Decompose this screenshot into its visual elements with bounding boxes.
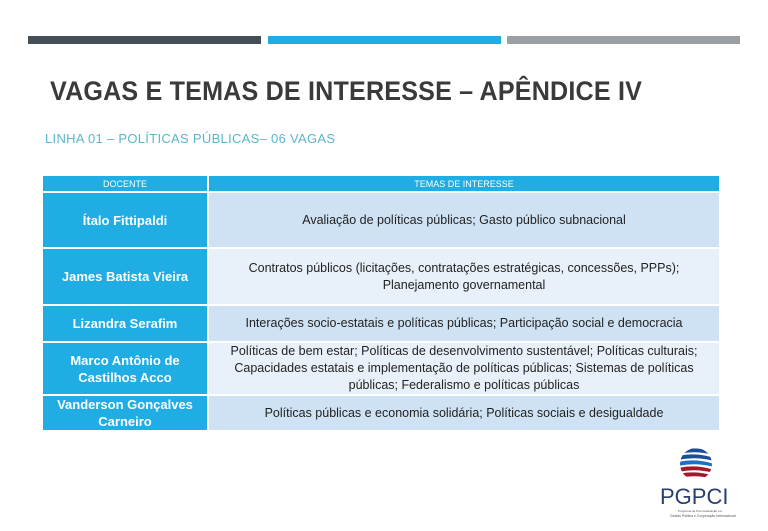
docente-cell: Vanderson Gonçalves Carneiro bbox=[42, 395, 208, 431]
docente-cell: Lizandra Serafim bbox=[42, 305, 208, 342]
temas-cell: Políticas públicas e economia solidária; Políticas sociais e desigualdade bbox=[208, 395, 720, 431]
header-temas: TEMAS DE INTERESSE bbox=[208, 175, 720, 192]
header-docente: DOCENTE bbox=[42, 175, 208, 192]
logo-wordmark: PGPCI bbox=[660, 484, 729, 509]
globe-icon bbox=[656, 442, 756, 522]
pgpci-logo bbox=[656, 442, 756, 522]
docente-cell: James Batista Vieira bbox=[42, 248, 208, 305]
decorative-bar-dark bbox=[28, 36, 261, 44]
vacancies-table bbox=[41, 174, 721, 432]
temas-cell: Políticas de bem estar; Políticas de desenvolvimento sustentável; Políticas culturais; Capacidades estatais e implementação de políticas públicas; Sistemas de políticas públicas; Federalismo e políticas públicas bbox=[208, 342, 720, 395]
table-row bbox=[42, 395, 720, 431]
svg-text:Gestão Pública e Cooperação In: Gestão Pública e Cooperação Internacional bbox=[670, 514, 736, 518]
decorative-bar-gray bbox=[507, 36, 740, 44]
slide-subtitle: LINHA 01 – POLÍTICAS PÚBLICAS– 06 VAGAS bbox=[45, 131, 336, 146]
temas-cell: Interações socio-estatais e políticas públicas; Participação social e democracia bbox=[208, 305, 720, 342]
table-row bbox=[42, 342, 720, 395]
svg-text:Programa de Pós-Graduação em: Programa de Pós-Graduação em bbox=[678, 509, 723, 513]
docente-cell: Marco Antônio de Castilhos Acco bbox=[42, 342, 208, 395]
table-row bbox=[42, 305, 720, 342]
decorative-bar-blue bbox=[268, 36, 501, 44]
table-header-row bbox=[42, 175, 720, 192]
temas-cell: Avaliação de políticas públicas; Gasto público subnacional bbox=[208, 192, 720, 248]
table-row bbox=[42, 192, 720, 248]
temas-cell: Contratos públicos (licitações, contratações estratégicas, concessões, PPPs); Planejamento governamental bbox=[208, 248, 720, 305]
table-row bbox=[42, 248, 720, 305]
slide-title: VAGAS E TEMAS DE INTERESSE – APÊNDICE IV bbox=[50, 76, 643, 106]
docente-cell: Ítalo Fittipaldi bbox=[42, 192, 208, 248]
